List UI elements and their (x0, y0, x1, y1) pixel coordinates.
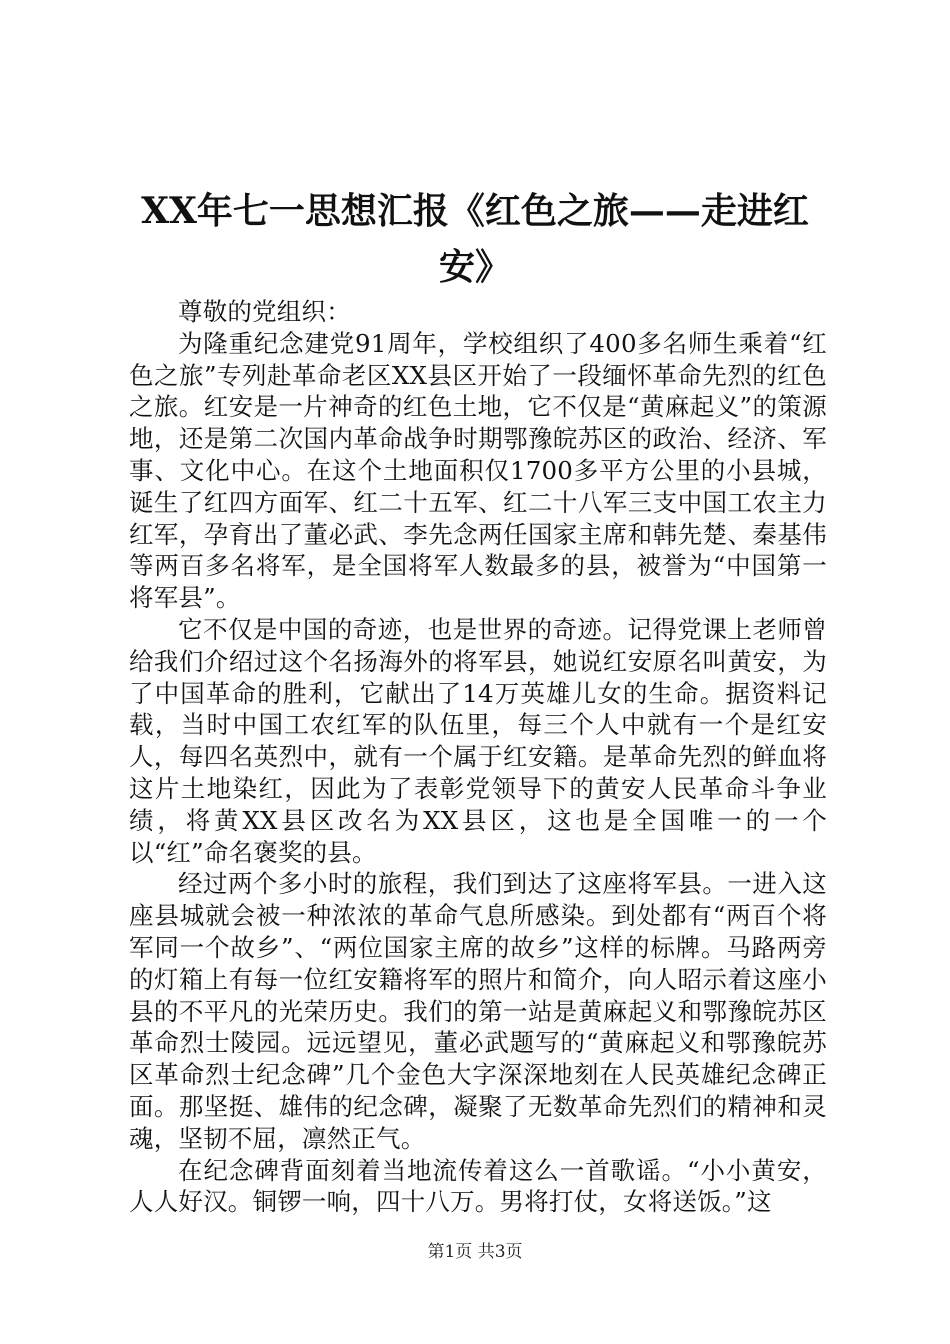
paragraph: 它不仅是中国的奇迹，也是世界的奇迹。记得党课上老师曾给我们介绍过这个名扬海外的将军县，她说红安原名叫黄安，为了中国革命的胜利，它献出了14万英雄儿女的生命。据资料记载，当时中国工农红军的队伍里，每三个人中就有一个是红安人，每四名英烈中，就有一个属于红安籍。是革命先烈的鲜血将这片土地染红，因此为了表彰党领导下的黄安人民革命斗争业绩，将黄XX县区改名为XX县区，这也是全国唯一的一个以“红”命名褒奖的县。 (129, 614, 827, 867)
page-footer: 第1页 共3页 (427, 1242, 523, 1262)
paragraph: 为隆重纪念建党91周年，学校组织了400多名师生乘着“红色之旅”专列赴革命老区XX县区开始了一段缅怀革命先烈的红色之旅。红安是一片神奇的红色土地，它不仅是“黄麻起义”的策源地，还是第二次国内革命战争时期鄂豫皖苏区的政治、经济、军事、文化中心。在这个土地面积仅1700多平方公里的小县城，诞生了红四方面军、红二十五军、红二十八军三支中国工农主力红军，孕育出了董必武、李先念两任国家主席和韩先楚、秦基伟等两百多名将军，是全国将军人数最多的县，被誉为“中国第一将军县”。 (129, 328, 827, 613)
paragraph: 在纪念碑背面刻着当地流传着这么一首歌谣。“小小黄安，人人好汉。铜锣一响，四十八万。男将打仗，女将送饭。”这 (129, 1155, 827, 1217)
greeting: 尊敬的党组织： (178, 297, 351, 326)
document-body (129, 296, 827, 1218)
paragraph: 经过两个多小时的旅程，我们到达了这座将军县。一进入这座县城就会被一种浓浓的革命气息所感染。到处都有“两百个将军同一个故乡”、“两位国家主席的故乡”这样的标牌。马路两旁的灯箱上有每一位红安籍将军的照片和简介，向人昭示着这座小县的不平凡的光荣历史。我们的第一站是黄麻起义和鄂豫皖苏区革命烈士陵园。远远望见，董必武题写的“黄麻起义和鄂豫皖苏区革命烈士纪念碑”几个金色大字深深地刻在人民英雄纪念碑正面。那坚挺、雄伟的纪念碑，凝聚了无数革命先烈们的精神和灵魂，坚韧不屈，凛然正气。 (129, 869, 827, 1153)
document-title: XX年七一思想汇报《红色之旅——走进红安》 (141, 190, 809, 288)
